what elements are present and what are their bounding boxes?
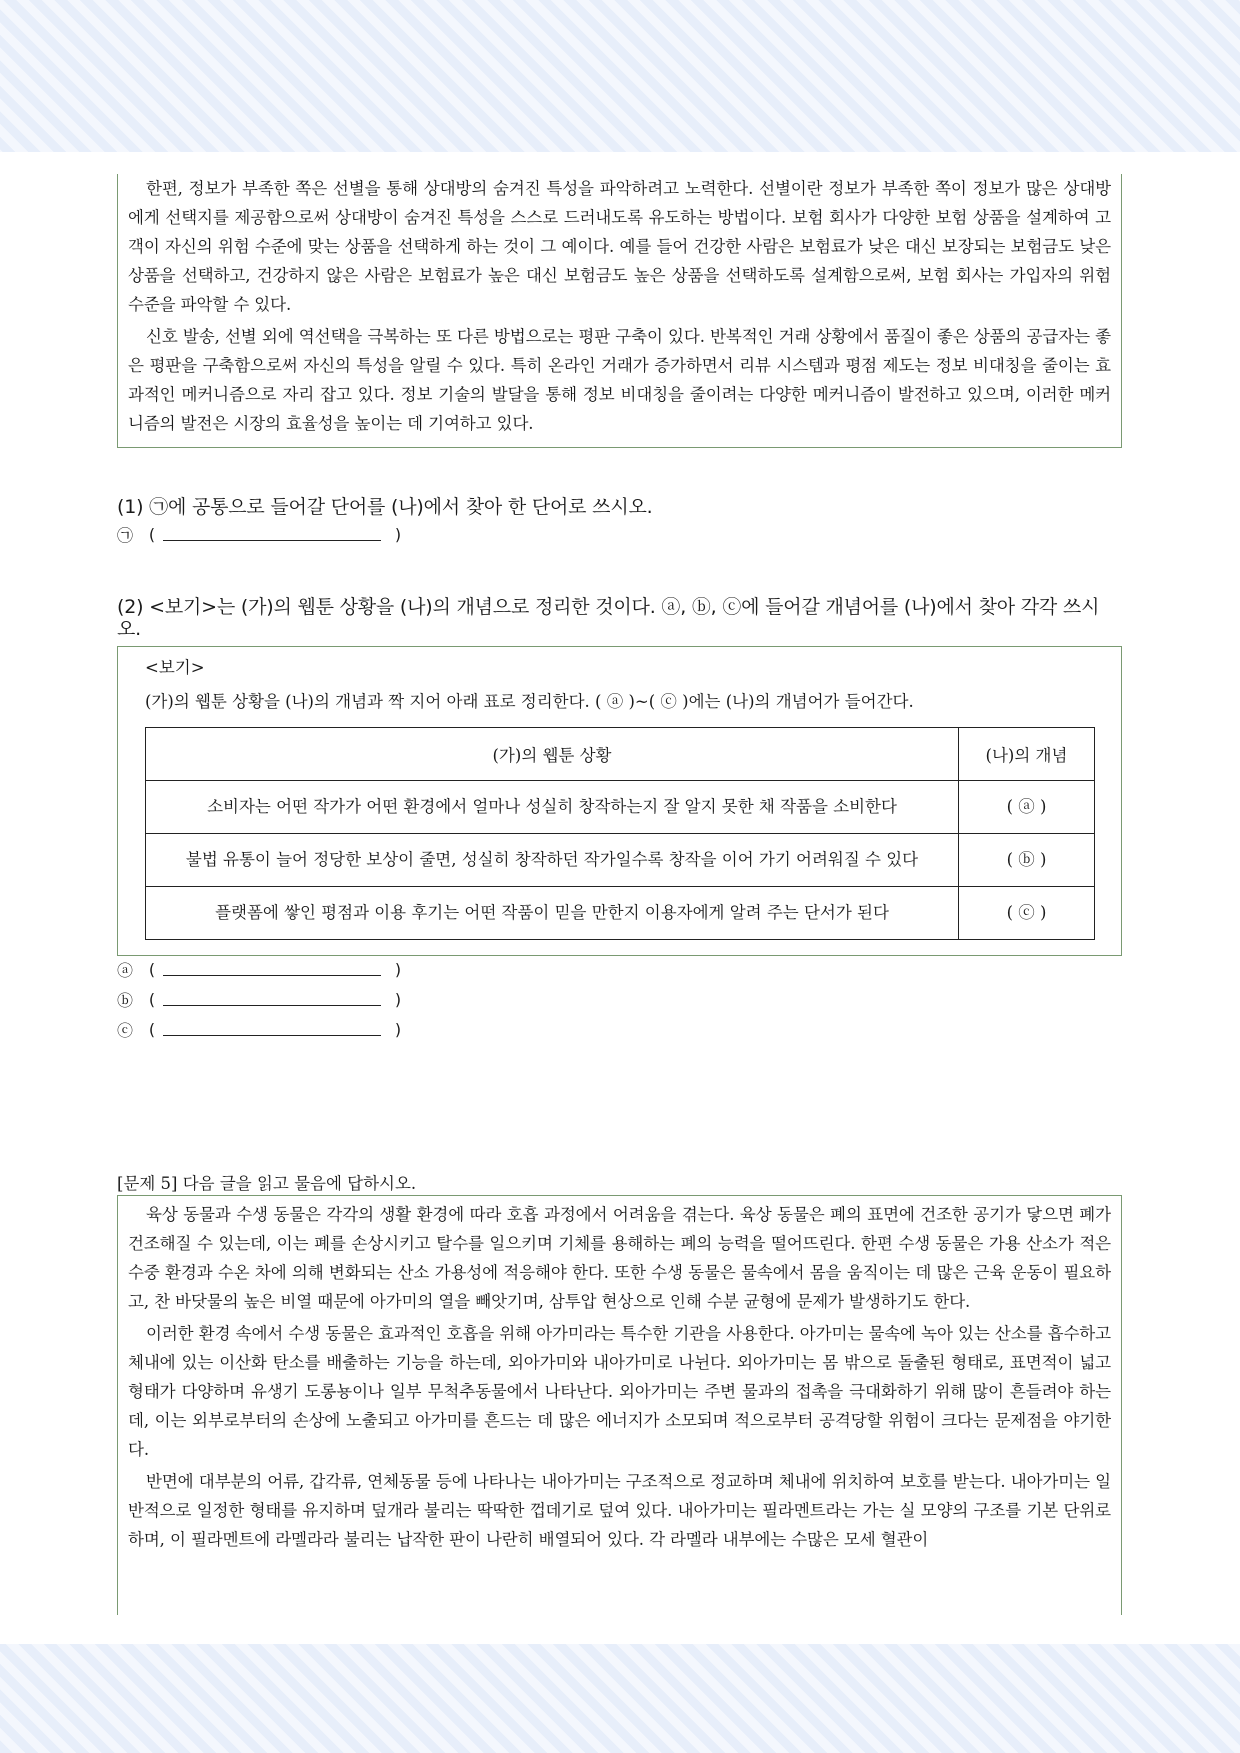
close-paren: ) [394,959,402,979]
answer-mark: ⓒ [117,1020,134,1040]
answer-blank[interactable] [163,993,381,1006]
bogi-title: <보기> [145,658,205,677]
passage-paragraph: 신호 발송, 선별 외에 역선택을 극복하는 또 다른 방법으로는 평판 구축이 있다. 반복적인 거래 상황에서 품질이 좋은 상품의 공급자는 좋은 평판을 구축함으로써 자신의 특성을 알릴 수 있다. 특히 온라인 거래가 증가하면서 리뷰 시스템과 평점 제도는 정보 비대칭을 줄이는 효과적인 메커니즘으로 자리 잡고 있다. 정보 기술의 발달을 통해 정보 비대칭을 줄이려는 다양한 메커니즘이 발전하고 있으며, 이러한 메커니즘의 발전은 시장의 효율성을 높이는 데 기여하고 있다. [128,327,1111,433]
open-paren: ( [148,959,156,979]
answer-line-b [117,987,409,1011]
answer-mark: ㉠ [117,525,134,545]
table-cell-situation: 플랫폼에 쌓인 평점과 이용 후기는 어떤 작품이 믿을 만한지 이용자에게 알려 주는 단서가 된다 [146,887,959,940]
question-2-text: (2) <보기>는 (가)의 웹툰 상황을 (나)의 개념으로 정리한 것이다. ⓐ, ⓑ, ⓒ에 들어갈 개념어를 (나)에서 찾아 각각 쓰시오. [117,596,1100,640]
answer-line-1 [117,522,409,546]
question-1-text: (1) ㉠에 공통으로 들어갈 단어를 (나)에서 찾아 한 단어로 쓰시오. [117,496,653,518]
close-paren: ) [394,1019,402,1039]
answer-blank[interactable] [163,528,381,541]
bogi-description: (가)의 웹툰 상황을 (나)의 개념과 짝 지어 아래 표로 정리한다. ( ⓐ )~( ⓒ )에는 (나)의 개념어가 들어간다. [145,692,914,711]
open-paren: ( [148,524,156,544]
bogi-box [117,646,1122,956]
table-header-concept: (나)의 개념 [959,728,1095,781]
table-cell-concept: ( ⓑ ) [959,834,1095,887]
question-5-label: [문제 5] 다음 글을 읽고 물음에 답하시오. [117,1174,417,1193]
document-page [0,152,1240,1644]
passage-paragraph: 반면에 대부분의 어류, 갑각류, 연체동물 등에 나타나는 내아가미는 구조적으로 정교하며 체내에 위치하여 보호를 받는다. 내아가미는 일반적으로 일정한 형태를 유지하며 덮개라 불리는 딱딱한 껍데기로 덮여 있다. 내아가미는 필라멘트라는 가는 실 모양의 구조를 기본 단위로 하며, 이 필라멘트에 라멜라라 불리는 납작한 판이 나란히 배열되어 있다. 각 라멜라 내부에는 수많은 모세 혈관이 [128,1472,1111,1549]
passage-box-bottom [117,1195,1122,1615]
close-paren: ) [394,524,402,544]
answer-line-a [117,957,409,981]
close-paren: ) [394,989,402,1009]
passage-paragraph: 이러한 환경 속에서 수생 동물은 효과적인 호흡을 위해 아가미라는 특수한 기관을 사용한다. 아가미는 물속에 녹아 있는 산소를 흡수하고 체내에 있는 이산화 탄소를 배출하는 기능을 하는데, 외아가미와 내아가미로 나뉜다. 외아가미는 몸 밖으로 돌출된 형태로, 표면적이 넓고 형태가 다양하며 유생기 도롱뇽이나 일부 무척추동물에서 나타난다. 외아가미는 주변 물과의 접촉을 극대화하기 위해 많이 흔들려야 하는데, 이는 외부로부터의 손상에 노출되고 아가미를 흔드는 데 많은 에너지가 소모되며 적으로부터 공격당할 위험이 크다는 문제점을 야기한다. [128,1324,1111,1459]
open-paren: ( [148,989,156,1009]
answer-mark: ⓐ [117,960,134,980]
answer-blank[interactable] [163,1023,381,1036]
table-row [146,834,1095,887]
answer-line-c [117,1017,409,1041]
table-cell-situation: 불법 유통이 늘어 정당한 보상이 줄면, 성실히 창작하던 작가일수록 창작을 이어 가기 어려워질 수 있다 [146,834,959,887]
table-cell-situation: 소비자는 어떤 작가가 어떤 환경에서 얼마나 성실히 창작하는지 잘 알지 못한 채 작품을 소비한다 [146,781,959,834]
open-paren: ( [148,1019,156,1039]
table-cell-concept: ( ⓐ ) [959,781,1095,834]
passage-box-top [117,174,1122,448]
table-row [146,781,1095,834]
answer-blank[interactable] [163,963,381,976]
table-header-row [146,728,1095,781]
table-header-situation: (가)의 웹툰 상황 [146,728,959,781]
passage-paragraph: 육상 동물과 수생 동물은 각각의 생활 환경에 따라 호흡 과정에서 어려움을 겪는다. 육상 동물은 폐의 표면에 건조한 공기가 닿으면 폐가 건조해질 수 있는데, 이는 폐를 손상시키고 탈수를 일으키며 기체를 용해하는 폐의 능력을 떨어뜨린다. 한편 수생 동물은 가용 산소가 적은 수중 환경과 수온 차에 의해 변화되는 산소 가용성에 적응해야 한다. 또한 수생 동물은 물속에서 몸을 움직이는 데 많은 근육 운동이 필요하고, 찬 바닷물의 높은 비열 때문에 아가미의 열을 빼앗기며, 삼투압 현상으로 인해 수분 균형에 문제가 발생하기도 한다. [128,1205,1111,1311]
bogi-table [145,727,1095,940]
table-row [146,887,1095,940]
passage-paragraph: 한편, 정보가 부족한 쪽은 선별을 통해 상대방의 숨겨진 특성을 파악하려고 노력한다. 선별이란 정보가 부족한 쪽이 정보가 많은 상대방에게 선택지를 제공함으로써 상대방이 숨겨진 특성을 스스로 드러내도록 유도하는 방법이다. 보험 회사가 다양한 보험 상품을 설계하여 고객이 자신의 위험 수준에 맞는 상품을 선택하게 하는 것이 그 예이다. 예를 들어 건강한 사람은 보험료가 낮은 대신 보장되는 보험금도 낮은 상품을 선택하고, 건강하지 않은 사람은 보험료가 높은 대신 보험금도 높은 상품을 선택하도록 설계함으로써, 보험 회사는 가입자의 위험 수준을 파악할 수 있다. [128,179,1111,314]
table-cell-concept: ( ⓒ ) [959,887,1095,940]
answer-mark: ⓑ [117,990,134,1010]
